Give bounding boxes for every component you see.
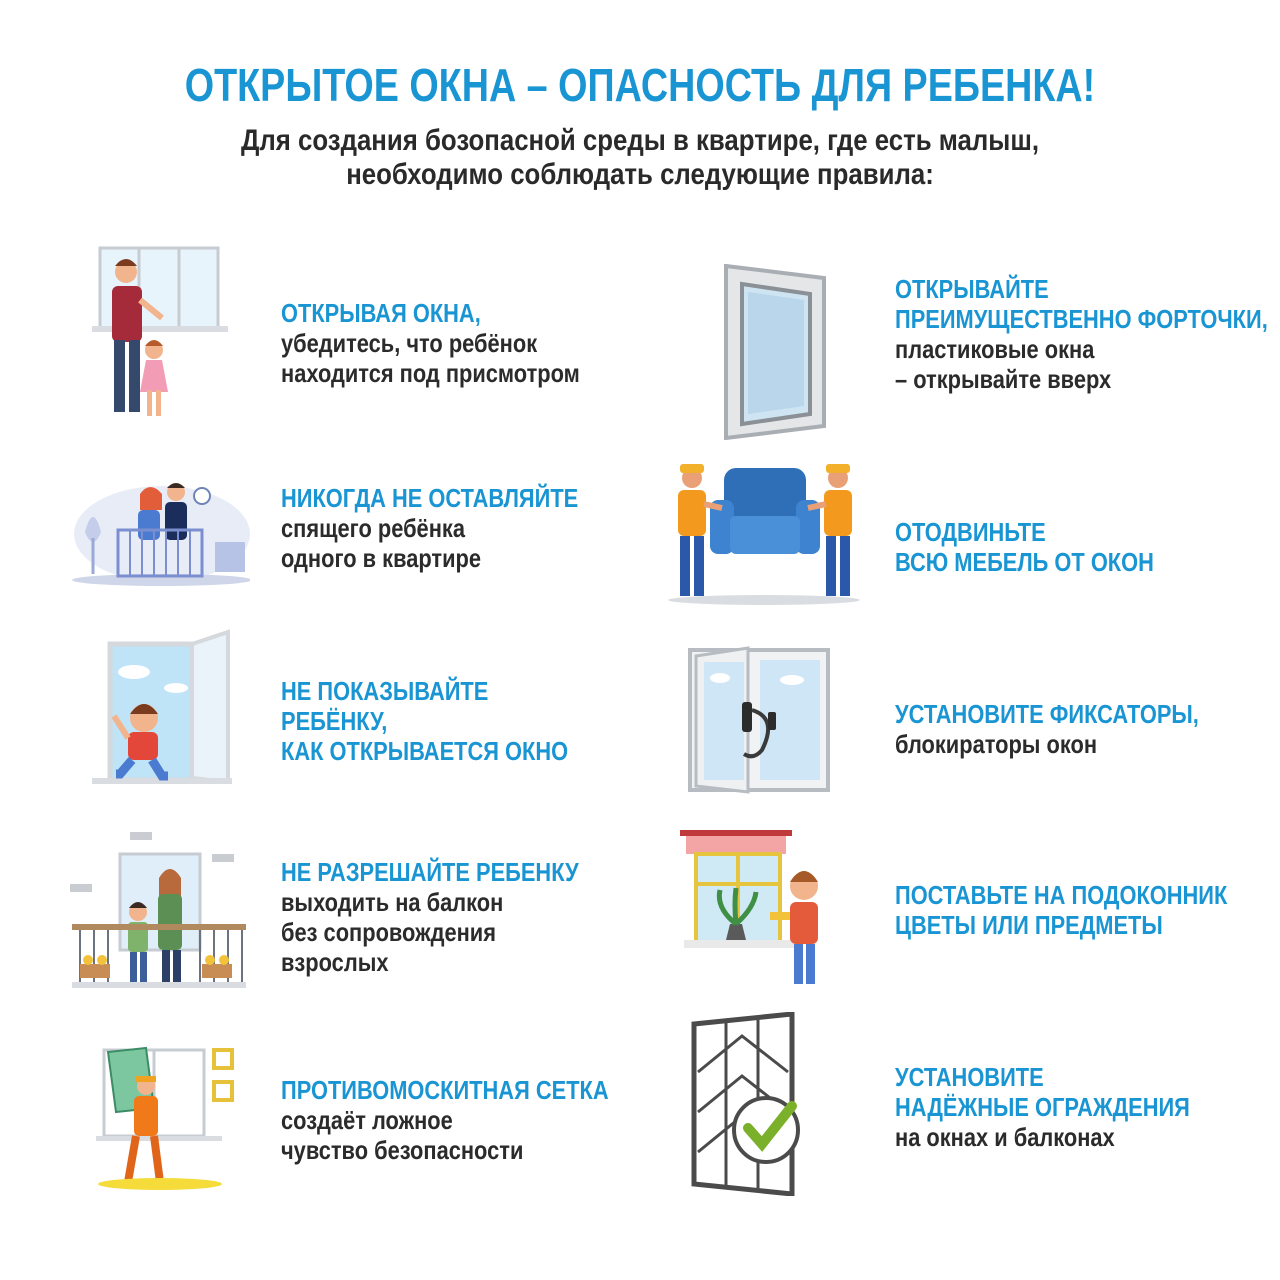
window-lock-icon	[686, 646, 832, 794]
rule-text: одного в квартире	[281, 543, 482, 573]
rule-heading: КАК ОТКРЫВАЕТСЯ ОКНО	[281, 736, 569, 766]
rule-heading: УСТАНОВИТЕ	[895, 1062, 1044, 1092]
rule-text: – открывайте вверх	[895, 364, 1112, 394]
rule-text: пластиковые окна	[895, 334, 1095, 364]
tilt-window-icon	[720, 264, 832, 440]
subtitle-line: необходимо соблюдать следующие правила:	[346, 158, 934, 191]
rule-heading: НАДЁЖНЫЕ ОГРАЖДЕНИЯ	[895, 1092, 1190, 1122]
rule-heading: ПРОТИВОМОСКИТНАЯ СЕТКА	[281, 1075, 609, 1105]
rule-text: создаёт ложное	[281, 1105, 453, 1135]
rule-text: взрослых	[281, 947, 389, 977]
rule-heading: ОТОДВИНЬТЕ	[895, 517, 1046, 547]
rule-heading: НЕ ПОКАЗЫВАЙТЕ	[281, 676, 489, 706]
movers-armchair-icon	[666, 460, 862, 608]
window-grille-check-icon	[688, 1012, 802, 1196]
rule-text: убедитесь, что ребёнок	[281, 328, 538, 358]
rule-text: на окнах и балконах	[895, 1122, 1115, 1152]
rule-heading: УСТАНОВИТЕ ФИКСАТОРЫ,	[895, 699, 1199, 729]
mosquito-net-installer-icon	[96, 1044, 248, 1192]
rule-text: находится под присмотром	[281, 358, 580, 388]
rule-text: спящего ребёнка	[281, 513, 465, 543]
windowsill-plant-icon	[680, 828, 834, 992]
child-open-window-icon	[92, 628, 244, 788]
rule-heading: ВСЮ МЕБЕЛЬ ОТ ОКОН	[895, 547, 1154, 577]
rule-heading: НЕ РАЗРЕШАЙТЕ РЕБЕНКУ	[281, 857, 579, 887]
rule-heading: ПОСТАВЬТЕ НА ПОДОКОННИК	[895, 880, 1228, 910]
page-subtitle	[90, 124, 1191, 192]
rule-heading: ЦВЕТЫ ИЛИ ПРЕДМЕТЫ	[895, 910, 1163, 940]
crib-parents-icon	[70, 472, 250, 587]
rule-text: блокираторы окон	[895, 729, 1098, 759]
rule-text: без сопровождения	[281, 917, 496, 947]
rule-heading: ПРЕИМУЩЕСТВЕННО ФОРТОЧКИ,	[895, 304, 1268, 334]
subtitle-line: Для создания бозопасной среды в квартире, где есть малыш,	[241, 124, 1039, 157]
balcony-family-icon	[70, 830, 248, 992]
parent-child-window-icon	[92, 244, 232, 422]
rule-text: выходить на балкон	[281, 887, 504, 917]
rule-text: чувство безопасности	[281, 1135, 524, 1165]
page-title: ОТКРЫТОЕ ОКНА – ОПАСНОСТЬ ДЛЯ РЕБЕНКА!	[184, 59, 1096, 111]
rule-heading: ОТКРЫВАЯ ОКНА,	[281, 298, 481, 328]
rule-heading: ОТКРЫВАЙТЕ	[895, 274, 1049, 304]
rule-heading: РЕБЁНКУ,	[281, 706, 388, 736]
rule-heading: НИКОГДА НЕ ОСТАВЛЯЙТЕ	[281, 483, 579, 513]
